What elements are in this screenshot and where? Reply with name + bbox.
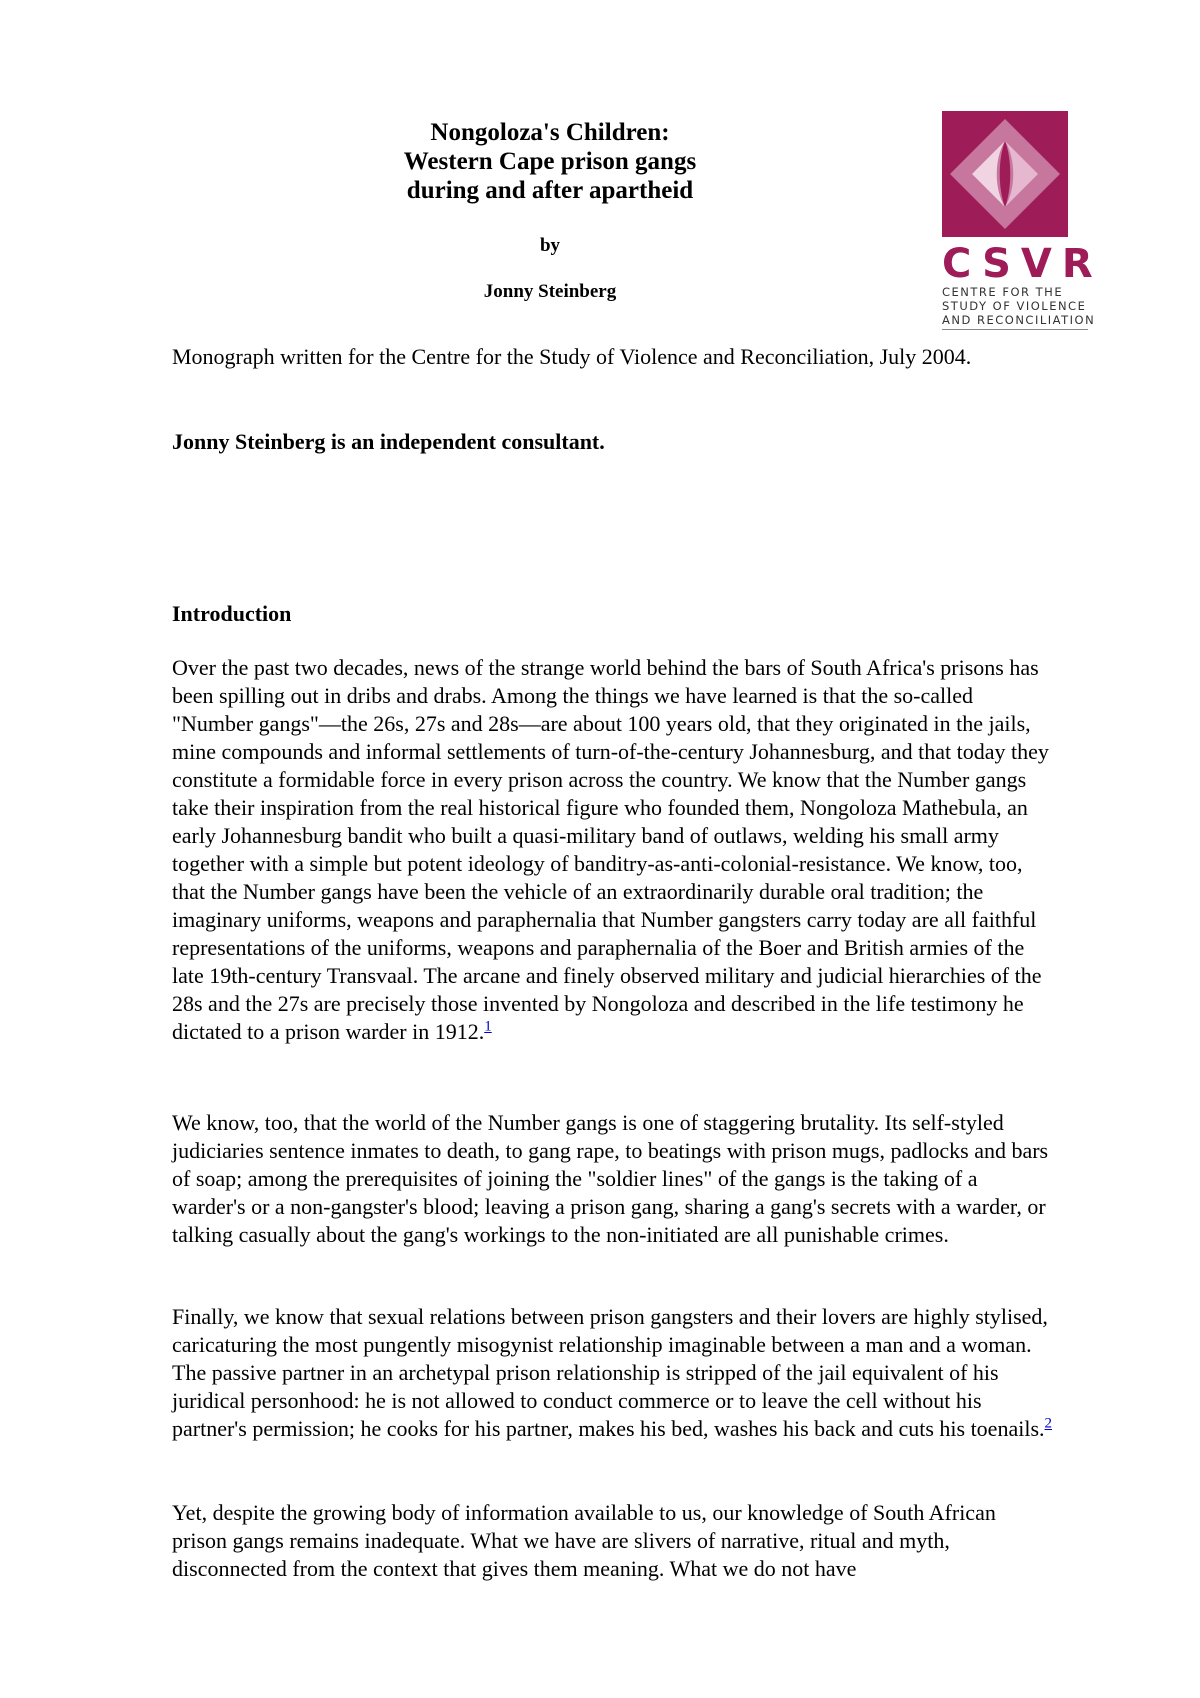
author-affiliation: Jonny Steinberg is an independent consultant. xyxy=(172,429,605,454)
title-line-1: Nongoloza's Children: xyxy=(430,119,670,146)
introduction-heading: Introduction xyxy=(172,601,292,626)
paragraph-2: We know, too, that the world of the Number gangs is one of staggering brutality. Its self-styled judiciaries sentence inmates to death, to gang rape, to beatings with prison mugs, padlocks and bars of soap; among the prerequisites of joining the "soldier lines" of the gangs is the taking of a warder's or a non-gangster's blood; leaving a prison gang, sharing a gang's secrets with a warder, or talking casually about the gang's workings to the non-initiated are all punishable crimes. xyxy=(172,1110,1049,1247)
logo-line-2: STUDY OF VIOLENCE xyxy=(942,299,1087,313)
logo-line-1: CENTRE FOR THE xyxy=(942,285,1064,299)
footnote-link-2[interactable]: 2 xyxy=(1044,1415,1053,1432)
paragraph-1-text: Over the past two decades, news of the strange world behind the bars of South Africa's prisons has been spilling out in dribs and drabs. Among the things we have learned is that the so-called "Number gangs"—the 26s, 27s and 28s—are about 100 years old, that they originated in the jails, mine compounds and informal settlements of turn-of-the-century Johannesburg, and that today they constitute a formidable force in every prison across the country. We know that the Number gangs take their inspiration from the real historical figure who founded them, Nongoloza Mathebula, an early Johannesburg bandit who built a quasi-military band of outlaws, welding his small army together with a simple but potent ideology of banditry-as-anti-colonial-resistance. We know, too, that the Number gangs have been the vehicle of an extraordinarily durable oral tradition; the imaginary uniforms, weapons and paraphernalia that Number gangsters carry today are all faithful representations of the uniforms, weapons and paraphernalia of the Boer and British armies of the late 19th-century Transvaal. The arcane and finely observed military and judicial hierarchies of the 28s and the 27s are precisely those invented by Nongoloza and described in the life testimony he dictated to a prison warder in 1912. xyxy=(172,655,1049,1044)
by-label: by xyxy=(539,235,561,256)
paragraph-3 xyxy=(172,1303,1052,1443)
logo-line-3: AND RECONCILIATION xyxy=(942,313,1096,327)
footnote-link-1[interactable]: 1 xyxy=(484,1018,492,1035)
title-line-2: Western Cape prison gangs xyxy=(403,148,697,175)
monograph-note: Monograph written for the Centre for the Study of Violence and Reconciliation, July 2004. xyxy=(172,344,972,369)
paragraph-3-text: Finally, we know that sexual relations between prison gangsters and their lovers are highly stylised, caricaturing the most pungently misogynist relationship imaginable between a man and a woman. The passive partner in an archetypal prison relationship is stripped of the jail equivalent of his juridical personhood: he is not allowed to conduct commerce or to leave the cell without his partner's permission; he cooks for his partner, makes his bed, washes his back and cuts his toenails. xyxy=(172,1304,1048,1441)
title-block xyxy=(300,118,800,303)
csvr-logo xyxy=(942,111,1103,330)
author-name: Jonny Steinberg xyxy=(483,281,617,302)
logo-divider xyxy=(942,329,1088,330)
csvr-diamond-icon xyxy=(942,111,1068,237)
paragraph-4: Yet, despite the growing body of information available to us, our knowledge of South African prison gangs remains inadequate. What we have are slivers of narrative, ritual and myth, disconnected from the context that gives them meaning. What we do not have xyxy=(172,1500,996,1581)
logo-acronym: CSVR xyxy=(942,241,1103,287)
paragraph-1 xyxy=(172,654,1052,1046)
title-line-3: during and after apartheid xyxy=(406,177,694,204)
